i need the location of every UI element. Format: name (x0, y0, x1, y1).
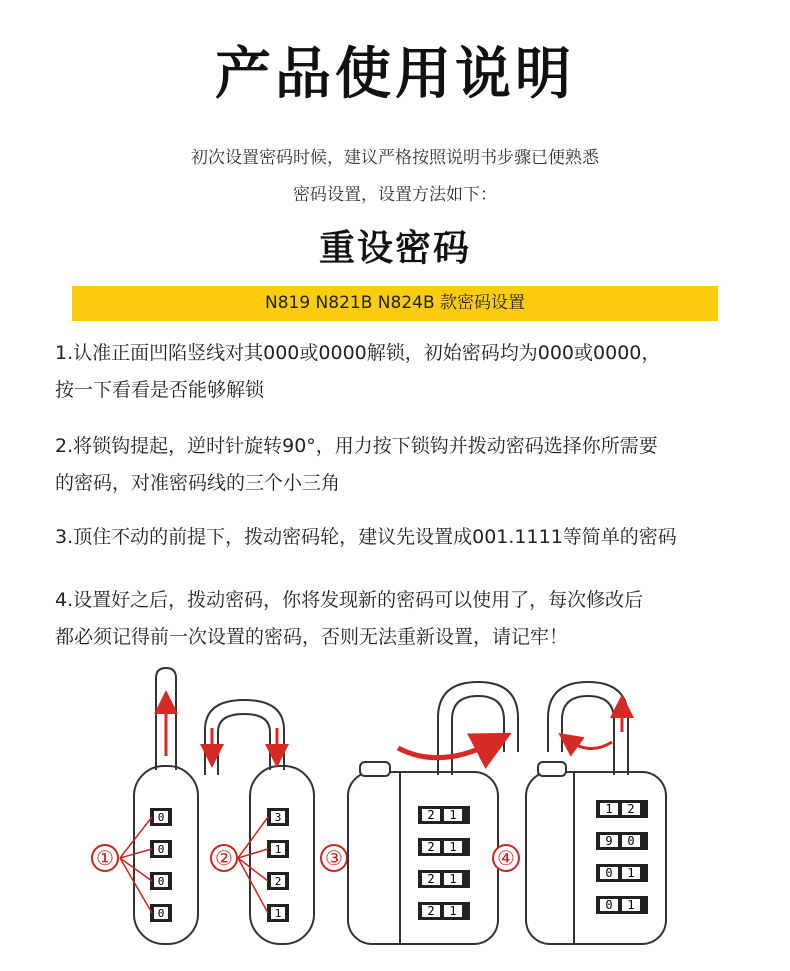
lock-illustration (0, 660, 790, 960)
step-3-line-1: 3.顶住不动的前提下，拨动密码轮，建议先设置成001.1111等简单的密码 (55, 526, 677, 548)
digit: 1 (627, 898, 635, 912)
step-4-line-2: 都必须记得前一次设置的密码，否则无法重新设置，请记牢！ (55, 626, 569, 648)
intro-line-1: 初次设置密码时候，建议严格按照说明书步骤已便熟悉 (191, 148, 599, 168)
digit: 0 (157, 875, 165, 888)
digit: 0 (605, 898, 613, 912)
step-1 (55, 335, 745, 409)
step-2-line-2: 的密码，对准密码线的三个小三角 (55, 472, 341, 494)
dial (267, 808, 289, 826)
lock-4-dials (596, 800, 648, 914)
lock-3-dials (418, 806, 470, 920)
dial-row (418, 806, 470, 824)
digit: 2 (274, 875, 282, 888)
lock-2-pointers (238, 817, 268, 913)
step-marker-1-label: ① (96, 846, 114, 870)
section-title: 重设密码 (318, 228, 471, 269)
lock-2-shackle (205, 700, 284, 775)
lock-4-body (526, 772, 666, 944)
lock-1 (134, 668, 198, 944)
dial (150, 904, 172, 922)
digit: 2 (427, 904, 435, 918)
digit: 9 (605, 834, 613, 848)
digit: 1 (449, 808, 457, 822)
digit: 2 (427, 872, 435, 886)
lock-2-dials (267, 808, 289, 922)
dial (267, 840, 289, 858)
digit: 1 (274, 907, 282, 920)
intro-line-2: 密码设置，设置方法如下： (293, 185, 497, 205)
digit: 2 (627, 802, 635, 816)
digit: 1 (449, 872, 457, 886)
lock-1-dials (150, 808, 172, 922)
lock-2 (205, 700, 314, 944)
dial (150, 808, 172, 826)
dial (150, 872, 172, 890)
step-1-line-1: 1.认准正面凹陷竖线对其000或0000解锁，初始密码均为000或0000， (55, 342, 661, 364)
step-1-line-2: 按一下看看是否能够解锁 (55, 379, 265, 401)
dial-row (596, 800, 648, 818)
digit: 2 (427, 840, 435, 854)
digit: 3 (274, 811, 282, 824)
dial-row (596, 864, 648, 882)
dial-row (418, 870, 470, 888)
digit: 1 (627, 866, 635, 880)
digit: 1 (449, 904, 457, 918)
step-marker-3-label: ③ (325, 846, 343, 870)
digit: 0 (157, 907, 165, 920)
step-3 (55, 519, 745, 556)
digit: 0 (627, 834, 635, 848)
lock-1-pointers (120, 817, 152, 913)
dial (267, 872, 289, 890)
digit: 0 (157, 843, 165, 856)
step-2 (55, 428, 745, 502)
dial (150, 840, 172, 858)
digit: 2 (427, 808, 435, 822)
dial-row (418, 838, 470, 856)
page-title: 产品使用说明 (215, 42, 575, 107)
step-2-line-1: 2.将锁钩提起，逆时针旋转90°，用力按下锁钩并拨动密码选择你所需要 (55, 435, 658, 457)
model-banner: N819 N821B N824B 款密码设置 (72, 286, 718, 321)
dial-row (418, 902, 470, 920)
dial-row (596, 896, 648, 914)
step-4 (55, 582, 745, 656)
step-marker-4-label: ④ (497, 846, 515, 870)
digit: 0 (157, 811, 165, 824)
digit: 0 (605, 866, 613, 880)
dial (267, 904, 289, 922)
step-4-line-1: 4.设置好之后，拨动密码，你将发现新的密码可以使用了，每次修改后 (55, 589, 644, 611)
digit: 1 (449, 840, 457, 854)
digit: 1 (274, 843, 282, 856)
dial-row (596, 832, 648, 850)
step-marker-2-label: ② (215, 846, 233, 870)
digit: 1 (605, 802, 613, 816)
